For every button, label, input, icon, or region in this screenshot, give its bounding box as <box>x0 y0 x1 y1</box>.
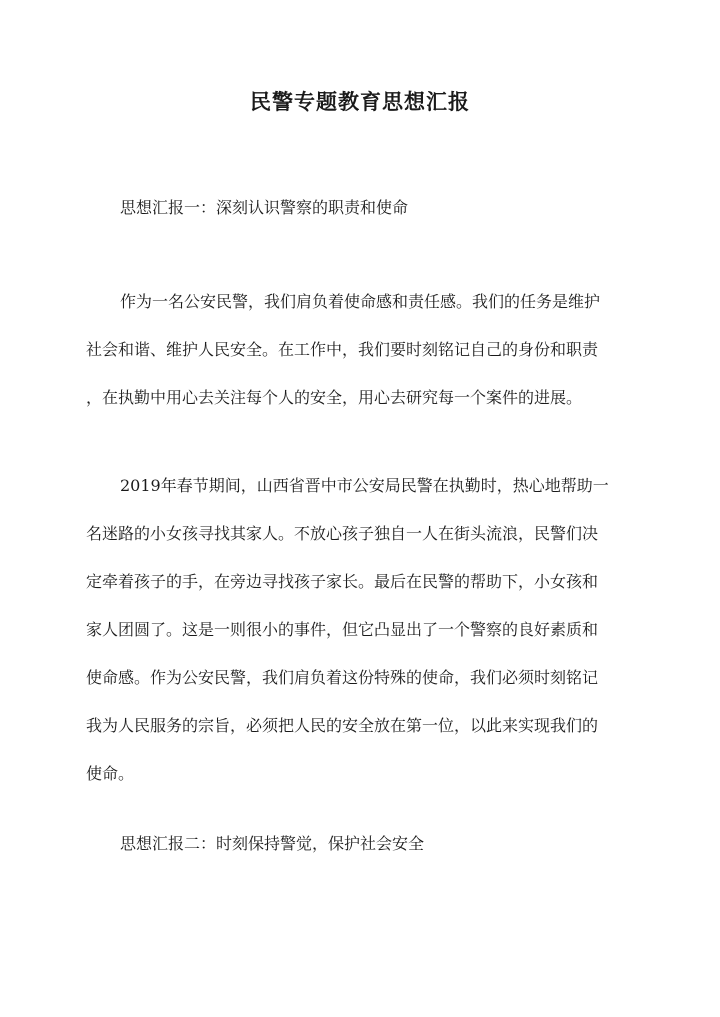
paragraph-line: 作为一名公安民警，我们肩负着使命感和责任感。我们的任务是维护 <box>120 292 601 311</box>
paragraph-line: 使命。 <box>86 764 135 783</box>
paragraph-line: 使命感。作为公安民警，我们肩负着这份特殊的使命，我们必须时刻铭记 <box>86 668 599 687</box>
paragraph-line: ，在执勤中用心去关注每个人的安全，用心去研究每一个案件的进展。 <box>86 388 583 407</box>
section-heading-2: 思想汇报二：时刻保持警觉，保护社会安全 <box>120 834 425 853</box>
paragraph-line: 社会和谐、维护人民安全。在工作中，我们要时刻铭记自己的身份和职责 <box>86 340 599 359</box>
paragraph-line: 名迷路的小女孩寻找其家人。不放心孩子独自一人在街头流浪，民警们决 <box>86 524 599 543</box>
section-heading-1: 思想汇报一：深刻认识警察的职责和使命 <box>120 198 409 217</box>
document-title: 民警专题教育思想汇报 <box>250 89 470 114</box>
paragraph-line: 我为人民服务的宗旨，必须把人民的安全放在第一位，以此来实现我们的 <box>86 716 599 735</box>
paragraph-line: 2019年春节期间，山西省晋中市公安局民警在执勤时，热心地帮助一 <box>120 476 609 495</box>
paragraph-1 <box>86 278 632 422</box>
paragraph-2 <box>86 462 632 798</box>
paragraph-line: 定牵着孩子的手，在旁边寻找孩子家长。最后在民警的帮助下，小女孩和 <box>86 572 599 591</box>
paragraph-line: 家人团圆了。这是一则很小的事件，但它凸显出了一个警察的良好素质和 <box>86 620 599 639</box>
